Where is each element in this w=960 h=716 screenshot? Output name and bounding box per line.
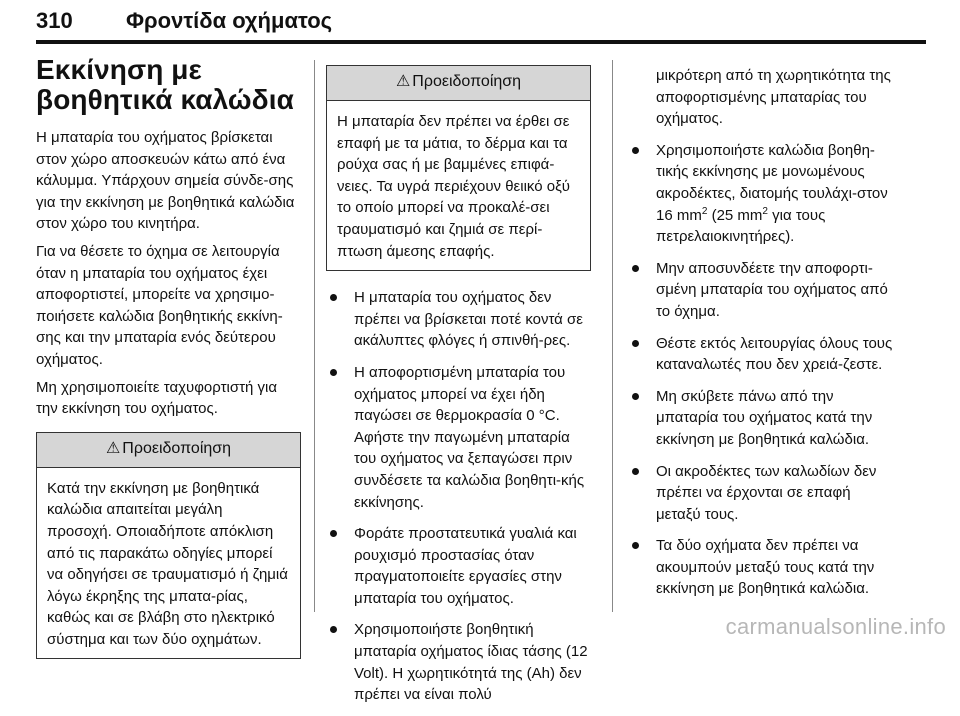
column-1: [36, 55, 301, 659]
list-item-text: Η μπαταρία του οχήματος δεν πρέπει να βρίσκεται ποτέ κοντά σε ακάλυπτες φλόγες ή σπινθή-ρες.: [354, 289, 583, 350]
warning-title: Προειδοποίηση: [412, 73, 522, 90]
section-title: Εκκίνηση με βοηθητικά καλώδια: [36, 54, 294, 115]
column-2: [326, 55, 591, 716]
list-item: [326, 362, 591, 513]
warning-triangle-icon: ⚠: [395, 73, 411, 90]
list-item-text: Χρησιμοποιήστε βοηθητική μπαταρία οχήματος ίδιας τάσης (12 Volt). Η χωρητικότητά της (Ah) δεν πρέπει να είναι πολύ: [354, 621, 588, 704]
chapter-title: Φροντίδα οχήματος: [126, 8, 333, 33]
list-item-text: Φοράτε προστατευτικά γυαλιά και ρουχισμό προστασίας όταν πραγματοποιείτε εργασίες στην μπαταρία του οχήματος.: [354, 525, 577, 607]
column-divider-1: [314, 60, 315, 612]
list-item: [628, 333, 893, 376]
superscript: 2: [762, 205, 768, 217]
bullet-icon: [632, 468, 639, 475]
list-item-text: Θέστε εκτός λειτουργίας όλους τους καταναλωτές που δεν χρειά-ζεστε.: [656, 334, 893, 374]
list-item-text: Τα δύο οχήματα δεν πρέπει να ακουμπούν μεταξύ τους κατά την εκκίνηση με βοηθητικά καλώδια.: [656, 537, 875, 598]
superscript: 2: [701, 205, 708, 217]
warning-text: Η μπαταρία δεν πρέπει να έρθει σε επαφή με τα μάτια, το δέρμα και τα ρούχα σας ή με βαμμένες επιφά-νειες. Τα υγρά περιέχουν θειικό οξύ το οποίο μπορεί να προκαλέ-σει τραυματισμό και ζημιά σε περί-πτωση άμεσης επαφής.: [337, 113, 570, 260]
list-item-text: (25 mm: [707, 206, 763, 224]
bullet-icon: [330, 369, 337, 376]
watermark: carmanualsonline.info: [725, 614, 946, 639]
warning-text: Κατά την εκκίνηση με βοηθητικά καλώδια απαιτείται μεγάλη προσοχή. Οποιαδήποτε απόκλιση από τις παρακάτω οδηγίες μπορεί να οδηγήσει σε τραυματισμό ή ζημιά λόγω έκρηξης της μπατα-ρίας, καθώς και σε βλάβη στο ηλεκτρικό σύστημα και των δύο οχημάτων.: [47, 479, 288, 648]
page-number: 310: [36, 8, 73, 33]
warning-header: [37, 433, 300, 468]
warning-triangle-icon: ⚠: [105, 439, 121, 457]
page-header: [36, 6, 926, 36]
header-rule: [36, 40, 926, 44]
list-item: [326, 523, 591, 609]
bullet-icon: [632, 393, 639, 400]
list-item: [628, 386, 893, 451]
bullet-icon: [632, 147, 639, 154]
warning-box: [326, 65, 591, 271]
list-item: [628, 461, 893, 526]
list-item-text: Μη σκύβετε πάνω από την μπαταρία του οχήματος κατά την εκκίνηση με βοηθητικά καλώδια.: [656, 387, 873, 448]
bullet-list: [326, 287, 591, 706]
bullet-icon: [632, 542, 639, 549]
bullet-icon: [632, 340, 639, 347]
list-item-text: Οι ακροδέκτες των καλωδίων δεν πρέπει να έρχονται σε επαφή μεταξύ τους.: [656, 462, 877, 523]
bullet-icon: [330, 294, 337, 301]
paragraph: Η μπαταρία του οχήματος βρίσκεται στον χώρο αποσκευών κάτω από ένα κάλυμμα. Υπάρχουν σημεία σύνδε-σης για την εκκίνηση με βοηθητικά καλώδια στον χώρο του κινητήρα.: [36, 129, 295, 233]
list-item-text: Η αποφορτισμένη μπαταρία του οχήματος μπορεί να έχει ήδη παγώσει σε θερμοκρασία 0 °C. Αφήστε την παγωμένη μπαταρία του οχήματος να ξεπαγώσει πριν συνδέσετε τα καλώδια βοηθητι-κής εκκίνησης.: [354, 363, 585, 511]
list-item-text: Χρησιμοποιήστε καλώδια βοηθη-τικής εκκίνησης με μονωμένους ακροδέκτες, διατομής τουλάχι-στον 16 mm: [656, 141, 888, 224]
bullet-list: [628, 140, 893, 600]
bullet-icon: [632, 265, 639, 272]
paragraph: Μη χρησιμοποιείτε ταχυφορτιστή για την εκκίνηση του οχήματος.: [36, 378, 278, 418]
column-3: [628, 55, 893, 610]
continued-text: μικρότερη από τη χωρητικότητα της αποφορτισμένης μπαταρίας του οχήματος.: [656, 67, 891, 128]
list-item: [628, 140, 893, 248]
list-item-text: Μην αποσυνδέετε την αποφορτι-σμένη μπαταρία του οχήματος από το όχημα.: [656, 259, 888, 320]
list-item: [628, 258, 893, 323]
list-item: [326, 287, 591, 352]
list-item: [628, 535, 893, 600]
paragraph: Για να θέσετε το όχημα σε λειτουργία όταν η μπαταρία του οχήματος έχει αποφορτιστεί, μπορείτε να χρησιμο-ποιήσετε καλώδια βοηθητικής εκκίνη-σης και την μπαταρία ενός δεύτερου οχήματος.: [36, 242, 283, 368]
warning-title: Προειδοποίηση: [122, 439, 232, 457]
warning-header: [327, 66, 590, 101]
warning-box: [36, 432, 301, 660]
bullet-icon: [330, 530, 337, 537]
list-item: [326, 619, 591, 705]
list-item-text: για τους πετρελαιοκινητήρες).: [656, 206, 826, 246]
column-divider-2: [612, 60, 613, 612]
bullet-icon: [330, 626, 337, 633]
